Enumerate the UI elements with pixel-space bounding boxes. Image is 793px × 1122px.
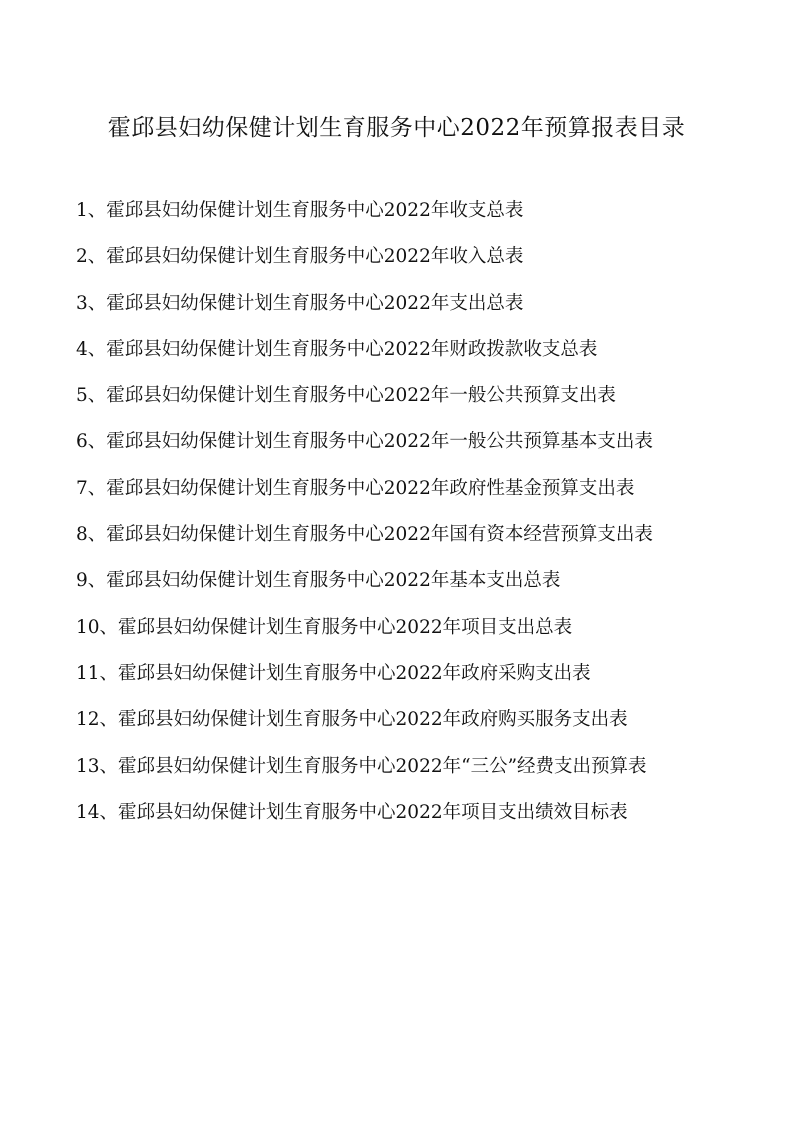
toc-item-2: 2、霍邱县妇幼保健计划生育服务中心2022年收入总表 [76,246,524,268]
toc-item-5: 5、霍邱县妇幼保健计划生育服务中心2022年一般公共预算支出表 [76,385,616,407]
page-title: 霍邱县妇幼保健计划生育服务中心2022年预算报表目录 [107,115,686,141]
toc-item-11: 11、霍邱县妇幼保健计划生育服务中心2022年政府采购支出表 [76,662,591,684]
toc-item-13: 13、霍邱县妇幼保健计划生育服务中心2022年“三公”经费支出预算表 [76,755,647,777]
toc-item-12: 12、霍邱县妇幼保健计划生育服务中心2022年政府购买服务支出表 [76,709,628,731]
toc-item-14: 14、霍邱县妇幼保健计划生育服务中心2022年项目支出绩效目标表 [76,801,628,823]
toc-item-3: 3、霍邱县妇幼保健计划生育服务中心2022年支出总表 [76,292,524,314]
toc-item-7: 7、霍邱县妇幼保健计划生育服务中心2022年政府性基金预算支出表 [76,477,635,499]
toc-item-9: 9、霍邱县妇幼保健计划生育服务中心2022年基本支出总表 [76,570,561,592]
table-of-contents [76,196,776,844]
toc-item-8: 8、霍邱县妇幼保健计划生育服务中心2022年国有资本经营预算支出表 [76,524,653,546]
toc-item-10: 10、霍邱县妇幼保健计划生育服务中心2022年项目支出总表 [76,616,573,638]
toc-item-4: 4、霍邱县妇幼保健计划生育服务中心2022年财政拨款收支总表 [76,338,598,360]
toc-item-6: 6、霍邱县妇幼保健计划生育服务中心2022年一般公共预算基本支出表 [76,431,653,453]
toc-item-1: 1、霍邱县妇幼保健计划生育服务中心2022年收支总表 [76,200,524,221]
